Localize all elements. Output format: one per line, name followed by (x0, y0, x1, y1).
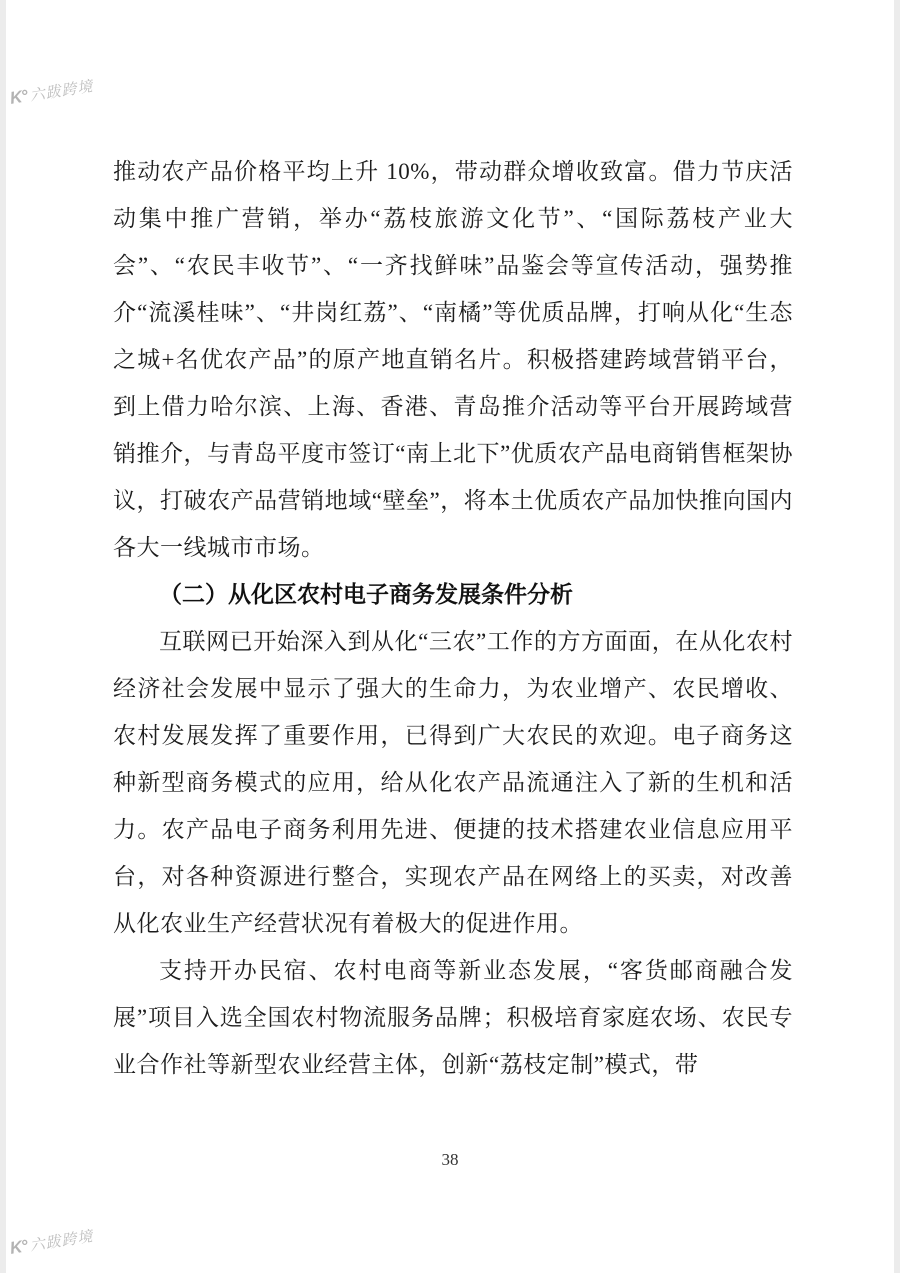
paragraph-internet: 互联网已开始深入到从化“三农”工作的方方面面，在从化农村经济社会发展中显示了强大的生命力，为农业增产、农民增收、农村发展发挥了重要作用，已得到广大农民的欢迎。电子商务这种新型商务模式的应用，给从化农产品流通注入了新的生机和活力。农产品电子商务利用先进、便捷的技术搭建农业信息应用平台，对各种资源进行整合，实现农产品在网络上的买卖，对改善从化农业生产经营状况有着极大的促进作用。 (113, 629, 793, 936)
section-heading: （二）从化区农村电子商务发展条件分析 (159, 581, 573, 607)
paragraph-continuation: 推动农产品价格平均上升 10%，带动群众增收致富。借力节庆活动集中推广营销，举办“荔枝旅游文化节”、“国际荔枝产业大会”、“农民丰收节”、“一齐找鲜味”品鉴会等宣传活动，强势推介“流溪桂味”、“井岗红荔”、“南橘”等优质品牌，打响从化“生态之城+名优农产品”的原产地直销名片。积极搭建跨域营销平台，到上借力哈尔滨、上海、香港、青岛推介活动等平台开展跨域营销推介，与青岛平度市签订“南上北下”优质农产品电商销售框架协议，打破农产品营销地域“壁垒”，将本土优质农产品加快推向国内各大一线城市市场。 (113, 159, 793, 560)
watermark-text: 六跋跨境 (28, 1227, 95, 1255)
watermark-logo-icon: K° (8, 1235, 29, 1258)
watermark-text: 六跋跨境 (28, 77, 95, 105)
paragraph-support: 支持开办民宿、农村电商等新业态发展，“客货邮商融合发展”项目入选全国农村物流服务品牌；积极培育家庭农场、农民专业合作社等新型农业经营主体，创新“荔枝定制”模式，带 (113, 958, 793, 1077)
watermark-top (8, 75, 94, 109)
page-number: 38 (441, 1150, 459, 1169)
watermark-logo-icon: K° (8, 85, 29, 108)
watermark-bottom (8, 1225, 94, 1259)
page-content (113, 148, 793, 1088)
